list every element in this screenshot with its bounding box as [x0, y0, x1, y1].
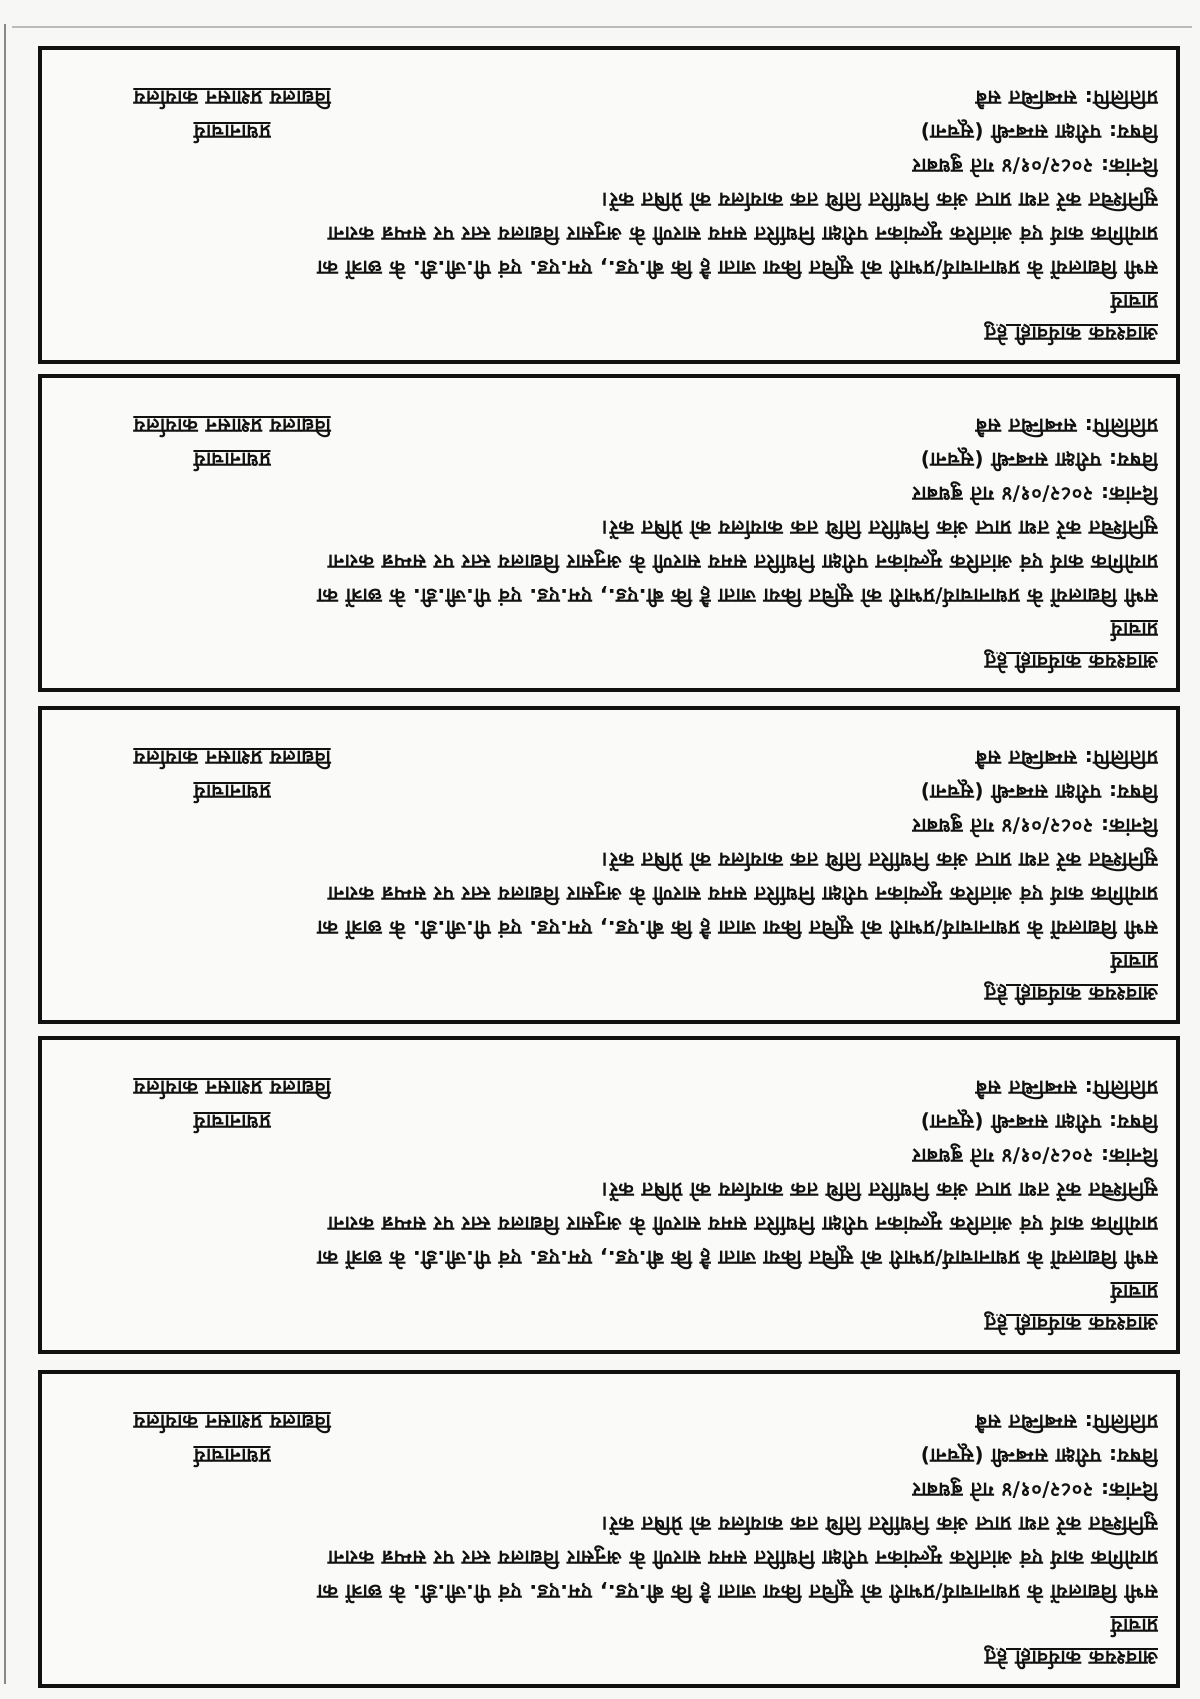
notice-body-line: प्रायोगिक कार्य एवं आंतरिक मूल्यांकन परीक्षा निर्धारित समय सारणी के अनुसार विद्यालय स्तर पर सम्पन्न कराना: [327, 222, 1158, 246]
page-top-edge: [12, 26, 1192, 28]
notice-slip-4: [38, 1036, 1180, 1354]
signature-office: विद्यालय प्रशासन कार्यालय: [133, 86, 331, 110]
notice-date: दिनांक: २०८२/०१/४ गते बुधबार: [912, 814, 1158, 838]
notice-slip-1: [38, 46, 1180, 364]
notice-cc: प्रतिलिपि: सम्बन्धित सबै: [975, 414, 1158, 438]
signature-title: प्रधानाचार्य: [193, 448, 271, 472]
notice-addressee: प्राचार्य: [1110, 618, 1158, 642]
signature-title: प्रधानाचार्य: [193, 1444, 271, 1468]
notice-addressee: प्राचार्य: [1110, 290, 1158, 314]
page-left-edge: [4, 24, 6, 1684]
notice-body-line: प्रायोगिक कार्य एवं आंतरिक मूल्यांकन परीक्षा निर्धारित समय सारणी के अनुसार विद्यालय स्तर पर सम्पन्न कराना: [327, 1212, 1158, 1236]
notice-date: दिनांक: २०८२/०१/४ गते बुधबार: [912, 154, 1158, 178]
notice-heading: आवश्यक कार्यवाही हेतु: [984, 322, 1158, 346]
notice-cc: प्रतिलिपि: सम्बन्धित सबै: [975, 746, 1158, 770]
notice-subject: विषय: परीक्षा सम्बन्धी (सूचना): [920, 1444, 1158, 1468]
notice-subject: विषय: परीक्षा सम्बन्धी (सूचना): [920, 120, 1158, 144]
notice-body-line: सभी विद्यालयों के प्रधानाचार्य/प्रभारी को सूचित किया जाता है कि बी.एड., एम.एड. एवं पी.जी.डी. के छात्रों का: [316, 256, 1158, 280]
notice-addressee: प्राचार्य: [1110, 1280, 1158, 1304]
signature-office: विद्यालय प्रशासन कार्यालय: [133, 1076, 331, 1100]
notice-slip-5: [38, 1370, 1180, 1688]
notice-heading: आवश्यक कार्यवाही हेतु: [984, 650, 1158, 674]
notice-body-line: सभी विद्यालयों के प्रधानाचार्य/प्रभारी को सूचित किया जाता है कि बी.एड., एम.एड. एवं पी.जी.डी. के छात्रों का: [316, 1580, 1158, 1604]
notice-body-line: सुनिश्चित करें तथा प्राप्त अंक निर्धारित तिथि तक कार्यालय को प्रेषित करें।: [601, 188, 1158, 212]
notice-body-line: सुनिश्चित करें तथा प्राप्त अंक निर्धारित तिथि तक कार्यालय को प्रेषित करें।: [601, 1178, 1158, 1202]
notice-body-line: प्रायोगिक कार्य एवं आंतरिक मूल्यांकन परीक्षा निर्धारित समय सारणी के अनुसार विद्यालय स्तर पर सम्पन्न कराना: [327, 882, 1158, 906]
notice-subject: विषय: परीक्षा सम्बन्धी (सूचना): [920, 448, 1158, 472]
notice-cc: प्रतिलिपि: सम्बन्धित सबै: [975, 1410, 1158, 1434]
notice-body-line: सुनिश्चित करें तथा प्राप्त अंक निर्धारित तिथि तक कार्यालय को प्रेषित करें।: [601, 848, 1158, 872]
signature-title: प्रधानाचार्य: [193, 780, 271, 804]
notice-date: दिनांक: २०८२/०१/४ गते बुधबार: [912, 1478, 1158, 1502]
signature-office: विद्यालय प्रशासन कार्यालय: [133, 1410, 331, 1434]
notice-subject: विषय: परीक्षा सम्बन्धी (सूचना): [920, 780, 1158, 804]
notice-cc: प्रतिलिपि: सम्बन्धित सबै: [975, 86, 1158, 110]
notice-slip-2: [38, 374, 1180, 692]
notice-heading: आवश्यक कार्यवाही हेतु: [984, 982, 1158, 1006]
notice-date: दिनांक: २०८२/०१/४ गते बुधबार: [912, 482, 1158, 506]
notice-body-line: सुनिश्चित करें तथा प्राप्त अंक निर्धारित तिथि तक कार्यालय को प्रेषित करें।: [601, 516, 1158, 540]
notice-body-line: प्रायोगिक कार्य एवं आंतरिक मूल्यांकन परीक्षा निर्धारित समय सारणी के अनुसार विद्यालय स्तर पर सम्पन्न कराना: [327, 1546, 1158, 1570]
notice-body-line: सभी विद्यालयों के प्रधानाचार्य/प्रभारी को सूचित किया जाता है कि बी.एड., एम.एड. एवं पी.जी.डी. के छात्रों का: [316, 584, 1158, 608]
notice-body-line: सभी विद्यालयों के प्रधानाचार्य/प्रभारी को सूचित किया जाता है कि बी.एड., एम.एड. एवं पी.जी.डी. के छात्रों का: [316, 916, 1158, 940]
notice-subject: विषय: परीक्षा सम्बन्धी (सूचना): [920, 1110, 1158, 1134]
notice-body-line: सुनिश्चित करें तथा प्राप्त अंक निर्धारित तिथि तक कार्यालय को प्रेषित करें।: [601, 1512, 1158, 1536]
signature-title: प्रधानाचार्य: [193, 120, 271, 144]
notice-addressee: प्राचार्य: [1110, 1614, 1158, 1638]
notice-body-line: सभी विद्यालयों के प्रधानाचार्य/प्रभारी को सूचित किया जाता है कि बी.एड., एम.एड. एवं पी.जी.डी. के छात्रों का: [316, 1246, 1158, 1270]
signature-office: विद्यालय प्रशासन कार्यालय: [133, 746, 331, 770]
notice-heading: आवश्यक कार्यवाही हेतु: [984, 1312, 1158, 1336]
notice-date: दिनांक: २०८२/०१/४ गते बुधबार: [912, 1144, 1158, 1168]
notice-body-line: प्रायोगिक कार्य एवं आंतरिक मूल्यांकन परीक्षा निर्धारित समय सारणी के अनुसार विद्यालय स्तर पर सम्पन्न कराना: [327, 550, 1158, 574]
signature-title: प्रधानाचार्य: [193, 1110, 271, 1134]
notice-heading: आवश्यक कार्यवाही हेतु: [984, 1646, 1158, 1670]
notice-cc: प्रतिलिपि: सम्बन्धित सबै: [975, 1076, 1158, 1100]
notice-slip-3: [38, 706, 1180, 1024]
signature-office: विद्यालय प्रशासन कार्यालय: [133, 414, 331, 438]
notice-addressee: प्राचार्य: [1110, 950, 1158, 974]
